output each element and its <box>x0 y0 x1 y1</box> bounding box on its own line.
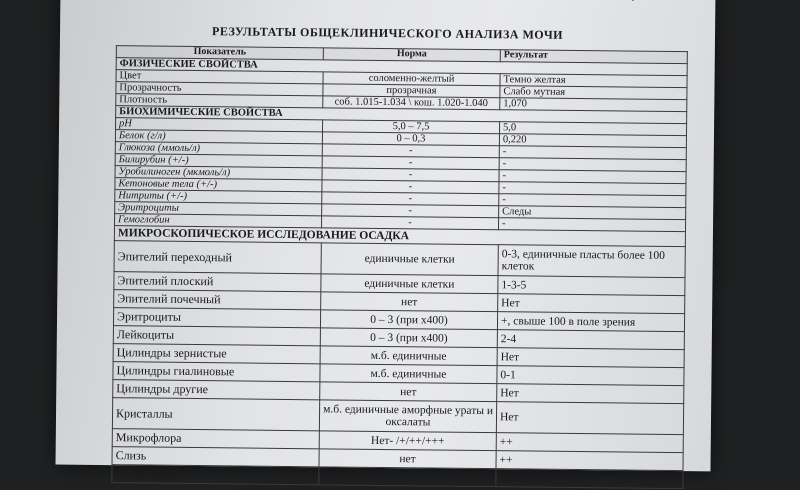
norm-cell: единичные клетки <box>321 274 498 294</box>
indicator-cell: Гемоглобин <box>115 214 322 228</box>
result-cell: - <box>499 158 686 172</box>
norm-cell: нет <box>321 292 498 312</box>
norm-cell: - <box>322 204 499 218</box>
norm-cell: м.б. единичные <box>320 364 497 384</box>
section-title-physical: ФИЗИЧЕСКИЕ СВОЙСТВА <box>116 58 687 76</box>
result-cell: ++ <box>496 451 683 471</box>
result-cell: 0,220 <box>499 134 686 148</box>
norm-cell: 0 – 0,3 <box>322 132 499 146</box>
norm-cell: 0 – 3 (при х400) <box>320 328 497 348</box>
indicator-cell: Слизь <box>112 447 319 467</box>
report-title: РЕЗУЛЬТАТЫ ОБЩЕКЛИНИЧЕСКОГО АНАЛИЗА МОЧИ <box>212 24 564 42</box>
indicator-cell: Эпителий переходный <box>114 241 321 274</box>
result-cell: Нет <box>497 384 684 404</box>
result-cell: 5,0 <box>499 122 686 136</box>
header-fragment <box>621 0 646 2</box>
header-indicator: Показатель <box>116 46 323 60</box>
norm-cell: - <box>322 192 499 206</box>
indicator-cell: Белок (г/л) <box>115 130 322 144</box>
result-cell: 2-4 <box>497 330 684 350</box>
indicator-cell: Уробилиноген (мкмоль/л) <box>115 166 322 180</box>
header-result: Результат <box>500 50 687 64</box>
indicator-cell: Билирубин (+/-) <box>115 154 322 168</box>
result-cell: 0-1 <box>497 366 684 386</box>
norm-cell: Нет- /+/++/+++ <box>319 431 496 451</box>
result-cell: Единично <box>496 469 683 489</box>
norm-cell: единичные клетки <box>321 243 498 276</box>
indicator-cell: Эритроциты <box>115 202 322 216</box>
norm-cell: м.б. единичные <box>320 346 497 366</box>
indicator-cell: Прозрачность <box>116 82 323 96</box>
indicator-cell: Лейкоциты <box>113 326 320 346</box>
norm-cell: 5,0 – 7,5 <box>323 120 500 134</box>
result-cell: - <box>499 194 686 208</box>
results-table <box>111 45 688 489</box>
result-cell: - <box>499 146 686 160</box>
section-title-biochemical: БИОХИМИЧЕСКИЕ СВОЙСТВА <box>116 106 687 124</box>
indicator-cell: Нитриты (+/-) <box>115 190 322 204</box>
indicator-cell: Кетоновые тела (+/-) <box>115 178 322 192</box>
result-cell: Темно желтая <box>500 74 687 88</box>
indicator-cell: Эпителий почечный <box>114 290 321 310</box>
norm-cell: м.б. единичные аморфные ураты и оксалаты <box>319 400 496 433</box>
result-cell: Нет <box>497 348 684 368</box>
indicator-cell: Цилиндры зернистые <box>113 344 320 364</box>
norm-cell <box>319 467 496 487</box>
result-cell: Нет <box>496 402 683 435</box>
lab-report-sheet <box>56 0 716 485</box>
norm-cell: - <box>322 144 499 158</box>
result-cell: +, свыше 100 в поле зрения <box>497 312 684 332</box>
norm-cell: - <box>321 216 498 230</box>
result-cell: Нет <box>498 294 685 314</box>
norm-cell: соломенно-желтый <box>323 72 500 86</box>
indicator-cell: Плотность <box>116 94 323 108</box>
indicator-cell: Эпителий плоский <box>114 272 321 292</box>
result-cell: - <box>499 182 686 196</box>
header-norm: Норма <box>323 48 500 62</box>
indicator-cell: Микрофлора <box>112 429 319 449</box>
indicator-cell: Цилиндры другие <box>113 380 320 400</box>
norm-cell: соб. 1.015-1.034 \ кош. 1.020-1.040 <box>323 96 500 110</box>
norm-cell: - <box>322 168 499 182</box>
result-cell: 0-3, единичные пласты более 100 клеток <box>498 245 685 278</box>
norm-cell: нет <box>320 382 497 402</box>
result-cell: Слабо мутная <box>500 86 687 100</box>
norm-cell: 0 – 3 (при х400) <box>320 310 497 330</box>
indicator-cell: Кристаллы <box>112 398 319 431</box>
norm-cell: - <box>322 180 499 194</box>
norm-cell: нет <box>319 449 496 469</box>
result-cell: Следы <box>499 206 686 220</box>
indicator-cell: Глюкоза (ммоль/л) <box>115 142 322 156</box>
result-cell: 1,070 <box>500 98 687 112</box>
indicator-cell: Эритроциты <box>113 308 320 328</box>
norm-cell: - <box>322 156 499 170</box>
indicator-cell: Цвет <box>116 70 323 84</box>
result-cell: 1-3-5 <box>498 276 685 296</box>
indicator-cell: Цилиндры гиалиновые <box>113 362 320 382</box>
norm-cell: прозрачная <box>323 84 500 98</box>
indicator-cell: Капли жира <box>112 465 319 485</box>
result-cell: ++ <box>496 433 683 453</box>
section-title-microscopic: МИКРОСКОПИЧЕСКОЕ ИССЛЕДОВАНИЕ ОСАДКА <box>114 226 685 247</box>
result-cell: - <box>499 170 686 184</box>
result-cell: - <box>498 218 685 232</box>
indicator-cell: pH <box>116 118 323 132</box>
